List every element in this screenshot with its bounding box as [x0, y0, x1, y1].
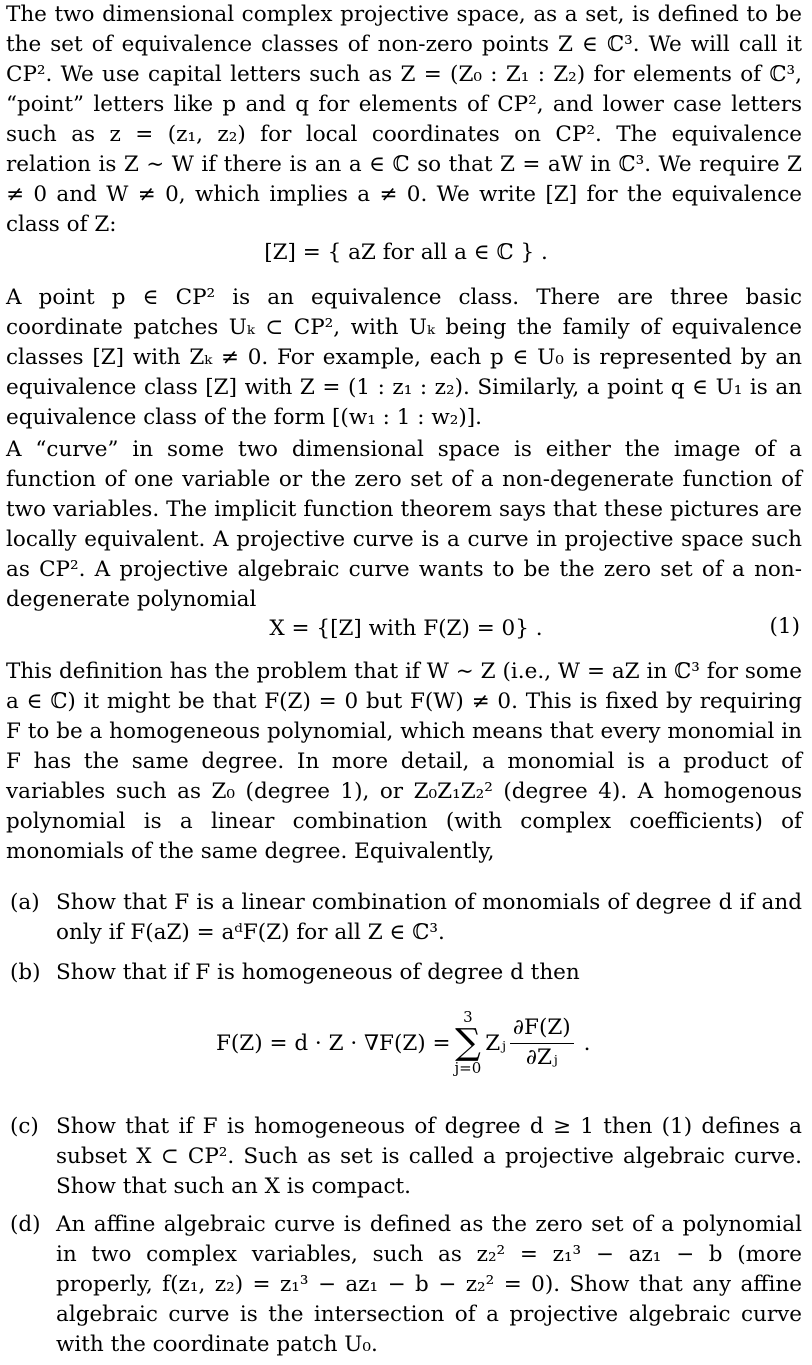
equation-b-period: . — [583, 1030, 591, 1056]
item-text: An affine algebraic curve is defined as the zero set of a polynomial in two complex variables, such as z₂² = z₁³ − az₁ − b (more properly, f(z₁, z₂) = z₁³ − az₁ − b − z₂² = 0). Show that any affine algebraic curve is the intersection of a projective algebraic curve with the coordinate patch U₀. — [56, 1212, 802, 1357]
item-label: (b) — [10, 960, 41, 985]
fraction-numerator: ∂F(Z) — [510, 1016, 574, 1044]
sum-symbol: ∑ — [455, 1022, 481, 1063]
equation-1: X = {[Z] with F(Z) = 0} . — [269, 616, 543, 641]
exercise-item-d — [10, 1210, 802, 1360]
equation-equivalence-class: [Z] = { aZ for all a ∈ ℂ } . — [264, 240, 548, 265]
exercise-item-c — [10, 1112, 802, 1202]
sum-lower-limit: j=0 — [454, 1059, 482, 1077]
paragraph-curves: A “curve” in some two dimensional space is either the image of a function of one variable or the zero set of a non-degenerate function of two variables. The implicit function theorem says that these pictures are locally equivalent. A projective curve is a curve in projective space such as CP². A projective algebraic curve wants to be the zero set of a non-degenerate polynomial — [6, 437, 802, 612]
sum-factor: Zⱼ — [485, 1030, 506, 1056]
summation — [455, 1010, 482, 1076]
paragraph-definition: The two dimensional complex projective space, as a set, is defined to be the set of equivalence classes of non-zero points Z ∈ ℂ³. We will call it CP². We use capital letters such as Z = (Z₀ : Z₁ : Z₂) for elements of ℂ³, “point” letters like p and q for elements of CP², and lower case letters such as z = (z₁, z₂) for local coordinates on CP². The equivalence relation is Z ∼ W if there is an a ∈ ℂ so that Z = aW in ℂ³. We require Z ≠ 0 and W ≠ 0, which implies a ≠ 0. We write [Z] for the equivalence class of Z: — [6, 2, 802, 237]
item-text: Show that if F is homogeneous of degree d then — [56, 960, 580, 985]
item-label: (d) — [10, 1212, 41, 1237]
item-text: Show that F is a linear combination of monomials of degree d if and only if F(aZ) = aᵈF(Z) for all Z ∈ ℂ³. — [56, 890, 802, 945]
exercise-item-a — [10, 888, 802, 948]
equation-1-number: (1) — [769, 614, 800, 639]
equation-b-lhs: F(Z) = d · Z · ∇F(Z) = — [216, 1030, 451, 1056]
item-label: (c) — [10, 1114, 39, 1139]
paragraph-coordinate-patches: A point p ∈ CP² is an equivalence class. There are three basic coordinate patches Uₖ ⊂ CP², with Uₖ being the family of equivalence classes [Z] with Zₖ ≠ 0. For example, each p ∈ U₀ is represented by an equivalence class [Z] with Z = (1 : z₁ : z₂). Similarly, a point q ∈ U₁ is an equivalence class of the form [(w₁ : 1 : w₂)]. — [6, 285, 802, 430]
item-text: Show that if F is homogeneous of degree d ≥ 1 then (1) defines a subset X ⊂ CP². Such as set is called a projective algebraic curve. Show that such an X is compact. — [56, 1114, 802, 1199]
item-label: (a) — [10, 890, 40, 915]
partial-derivative-fraction — [510, 1016, 574, 1070]
exercise-item-b — [10, 958, 802, 988]
sum-upper-limit: 3 — [463, 1008, 473, 1026]
paragraph-homogeneous: This definition has the problem that if W ∼ Z (i.e., W = aZ in ℂ³ for some a ∈ ℂ) it might be that F(Z) = 0 but F(W) ≠ 0. This is fixed by requiring F to be a homogeneous polynomial, which means that every monomial in F has the same degree. In more detail, a monomial is a product of variables such as Z₀ (degree 1), or Z₀Z₁Z₂² (degree 4). A homogenous polynomial is a linear combination (with complex coefficients) of monomials of the same degree. Equivalently, — [6, 659, 802, 864]
equation-b — [216, 1010, 591, 1076]
fraction-denominator: ∂Zⱼ — [525, 1044, 558, 1070]
